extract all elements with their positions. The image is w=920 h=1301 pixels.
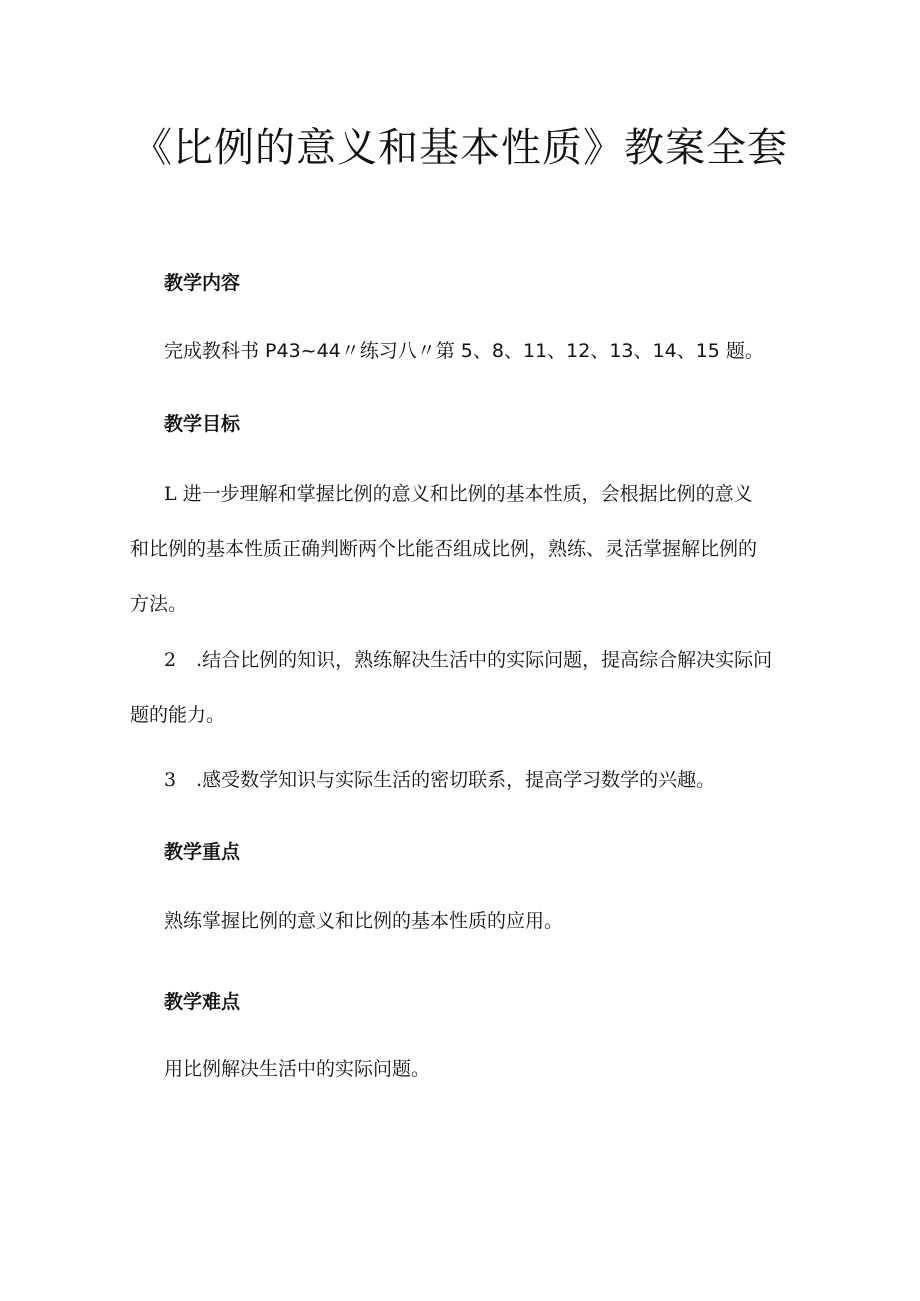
section-heading-key-points: 教学重点 bbox=[164, 841, 241, 863]
content-text: 完成教科书 P43~44〃练习八〃第 5、8、11、12、13、14、15 题。 bbox=[164, 340, 764, 362]
goal-item-1-line-1: 进一步理解和掌握比例的意义和比例的基本性质，会根据比例的意义 bbox=[182, 483, 753, 505]
goal-item-1-line-2: 和比例的基本性质正确判断两个比能否组成比例，熟练、灵活掌握解比例的 bbox=[130, 538, 758, 560]
goal-item-3-number: 3 bbox=[164, 769, 177, 791]
goal-item-3 bbox=[130, 753, 800, 808]
goal-item-2-line-1: .结合比例的知识，熟练解决生活中的实际问题，提高综合解决实际问 bbox=[196, 649, 773, 671]
goal-item-2 bbox=[130, 633, 800, 743]
goal-item-2-line-2: 题的能力。 bbox=[130, 704, 226, 726]
goal-item-1-number: L bbox=[164, 483, 177, 505]
goal-item-2-number: 2 bbox=[164, 649, 177, 671]
key-points-text: 熟练掌握比例的意义和比例的基本性质的应用。 bbox=[164, 910, 564, 932]
section-heading-difficulties: 教学难点 bbox=[164, 991, 241, 1013]
section-heading-content: 教学内容 bbox=[164, 272, 241, 294]
section-heading-goals: 教学目标 bbox=[164, 413, 241, 435]
difficulties-text: 用比例解决生活中的实际问题。 bbox=[164, 1058, 431, 1080]
goal-item-1-line-3: 方法。 bbox=[130, 593, 188, 615]
goal-item-1 bbox=[130, 467, 800, 632]
document-title: 《比例的意义和基本性质》教案全套 bbox=[132, 125, 788, 171]
goal-item-3-line-1: .感受数学知识与实际生活的密切联系，提高学习数学的兴趣。 bbox=[196, 769, 716, 791]
